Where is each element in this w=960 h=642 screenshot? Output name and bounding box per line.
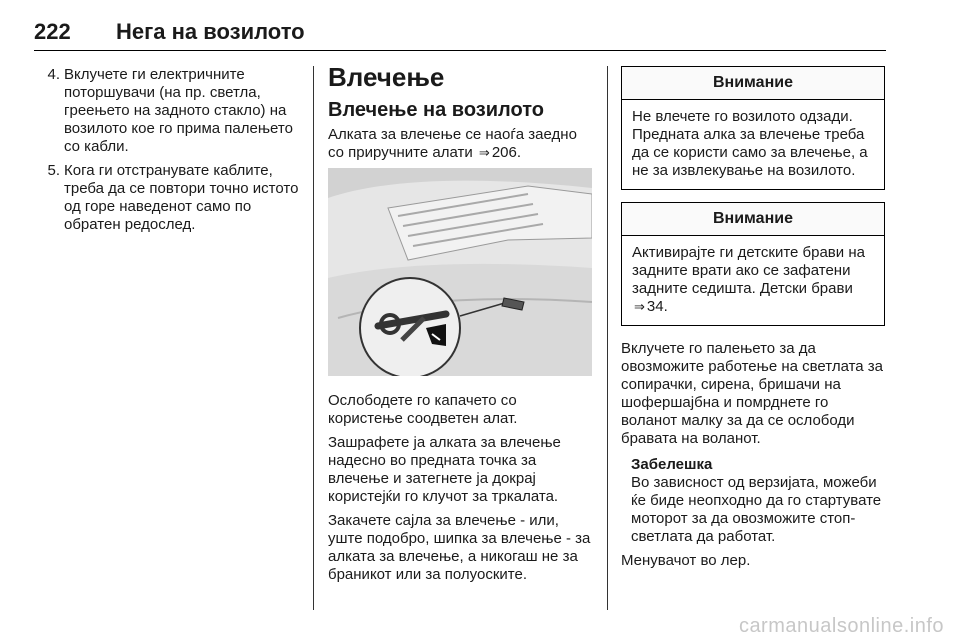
page-ref-link[interactable]: 34. bbox=[646, 298, 668, 315]
warning-title: Внимание bbox=[622, 203, 884, 236]
paragraph: Вклучете го палењето за да овозможите работење на светлата за сопирачки, сирена, бришачи на шофершајбна и помрднете го воланот малку за да се ослободи бравата на воланот. bbox=[621, 340, 884, 447]
warning-title: Внимание bbox=[622, 67, 884, 100]
paragraph: Менувачот во лер. bbox=[621, 552, 751, 569]
list-item-text: Вклучете ги електричните поторшувачи (на пр. светла, греењето на задното стакло) на возилото кое го прима палењето со кабли. bbox=[64, 66, 293, 155]
paragraph: Ослободете го капачето со користење соодветен алат. bbox=[328, 392, 518, 427]
tow-eye-drawing bbox=[328, 168, 592, 376]
column-divider bbox=[313, 66, 314, 610]
warning-box bbox=[621, 66, 885, 190]
tow-eye-illustration bbox=[328, 168, 592, 376]
watermark: carmanualsonline.info bbox=[738, 615, 944, 637]
page-ref-link[interactable]: 206. bbox=[491, 144, 522, 161]
page-ref-icon: ⇒ bbox=[478, 145, 490, 160]
note-title: Забелешка bbox=[631, 456, 713, 473]
list-item bbox=[34, 66, 300, 156]
warning-box bbox=[621, 202, 885, 326]
warning-text: Не влечете го возилото одзади. Предната алка за влечење треба да се користи само за влечење, а не за извлекување на возилото. bbox=[632, 108, 868, 179]
column-middle bbox=[328, 62, 594, 590]
column-left bbox=[34, 66, 300, 240]
paragraph: Закачете сајла за влечење - или, уште подобро, шипка за влечење - за алката за влечење, а никогаш не за браникот или за полуоските. bbox=[328, 512, 591, 583]
page-title: Нега на возилото bbox=[116, 19, 305, 44]
paragraph: Зашрафете ја алката за влечење надесно во предната точка за влечење и затегнете ја докрај користејќи го клучот за тркалата. bbox=[328, 434, 561, 505]
intro-paragraph bbox=[328, 126, 594, 162]
list-item-number: 4. bbox=[47, 66, 60, 83]
note-block bbox=[621, 456, 885, 546]
warning-text: Активирајте ги детските брави на задните врати ако се зафатени задните седишта. Детски брави bbox=[632, 244, 865, 297]
note-text: Во зависност од верзијата, можеби ќе биде неопходно да го стартувате моторот за да овозможите стоп-светлата да работат. bbox=[631, 474, 882, 545]
page-header bbox=[34, 18, 886, 51]
list-item bbox=[34, 162, 300, 234]
column-divider bbox=[607, 66, 608, 610]
section-heading: Влечење bbox=[328, 62, 445, 92]
page-ref-icon: ⇒ bbox=[634, 299, 645, 314]
list-item-number: 5. bbox=[47, 162, 60, 179]
section-subheading: Влечење на возилото bbox=[328, 99, 544, 121]
intro-text: Алката за влечење се наоѓа заедно со приручните алати bbox=[328, 126, 577, 161]
warning-body bbox=[622, 236, 884, 325]
page-number: 222 bbox=[34, 19, 71, 44]
list-item-text: Кога ги отстранувате каблите, треба да се повтори точно истото од горе наведенот само по обратен редослед. bbox=[64, 162, 299, 233]
column-right bbox=[621, 66, 885, 576]
